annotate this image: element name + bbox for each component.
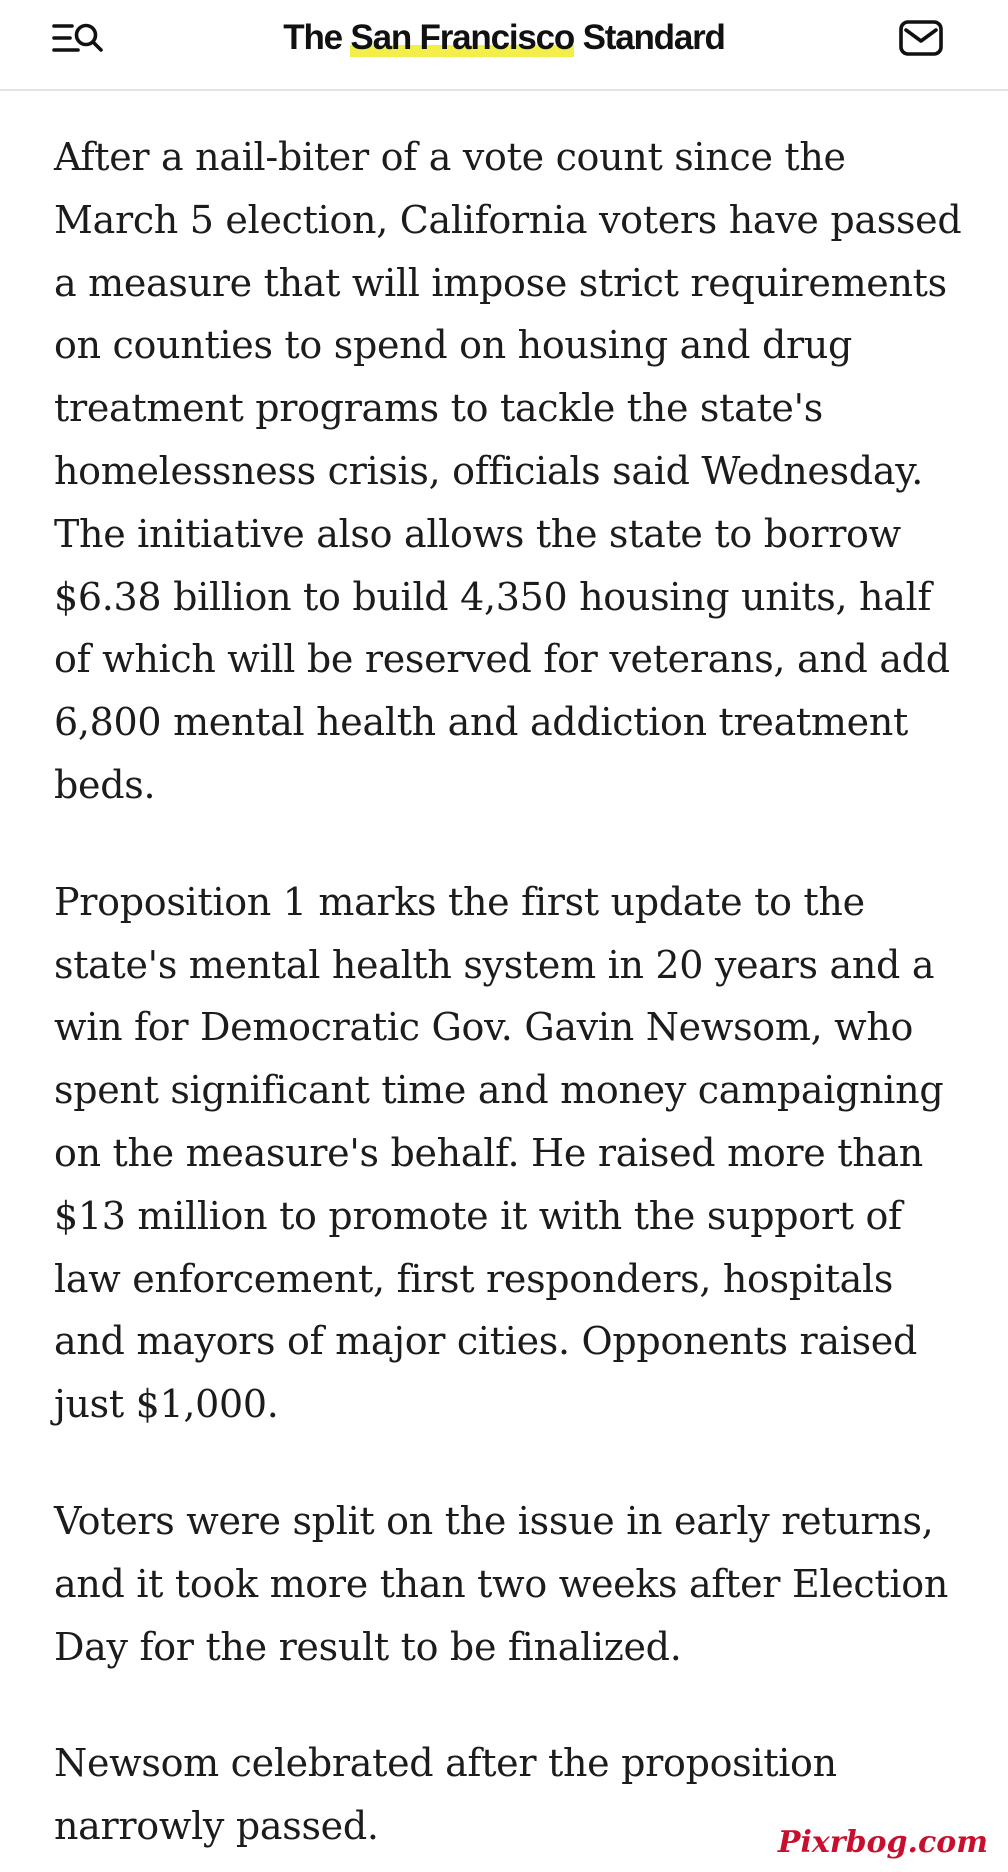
site-logo[interactable] — [0, 14, 1008, 62]
brand-suffix: Standard — [574, 18, 725, 57]
article-paragraph: Newsom celebrated after the proposition narrowly passed. — [54, 1741, 837, 1849]
watermark: Pixrbog.com — [777, 1825, 988, 1860]
brand-prefix: The — [283, 18, 351, 57]
brand-highlight: San Francisco — [350, 18, 575, 57]
article-paragraph: Voters were split on the issue in early returns, and it took more than two weeks after Election Day for the result to be finalized. — [54, 1498, 948, 1669]
article-paragraph: Proposition 1 marks the first update to the state's mental health system in 20 years and a win for Democratic Gov. Gavin Newsom, who spent significant time and money campaigning on the measure's behalf. He raised more than $13 million to promote it with the support of law enforcement, first responders, hospitals and mayors of major cities. Opponents raised just $1,000. — [54, 879, 944, 1427]
article-body — [54, 126, 970, 1858]
article-paragraph: After a nail-biter of a vote count since the March 5 election, California voters have passed a measure that will impose strict requirements on counties to spend on housing and drug treatment programs to tackle the state's homelessness crisis, officials said Wednesday. The initiative also allows the state to borrow $6.38 billion to build 4,350 housing units, half of which will be reserved for veterans, and add 6,800 mental health and addiction treatment beds. — [54, 135, 962, 807]
site-header — [0, 0, 1008, 91]
mail-icon — [898, 17, 944, 59]
newsletter-button[interactable] — [898, 17, 944, 59]
